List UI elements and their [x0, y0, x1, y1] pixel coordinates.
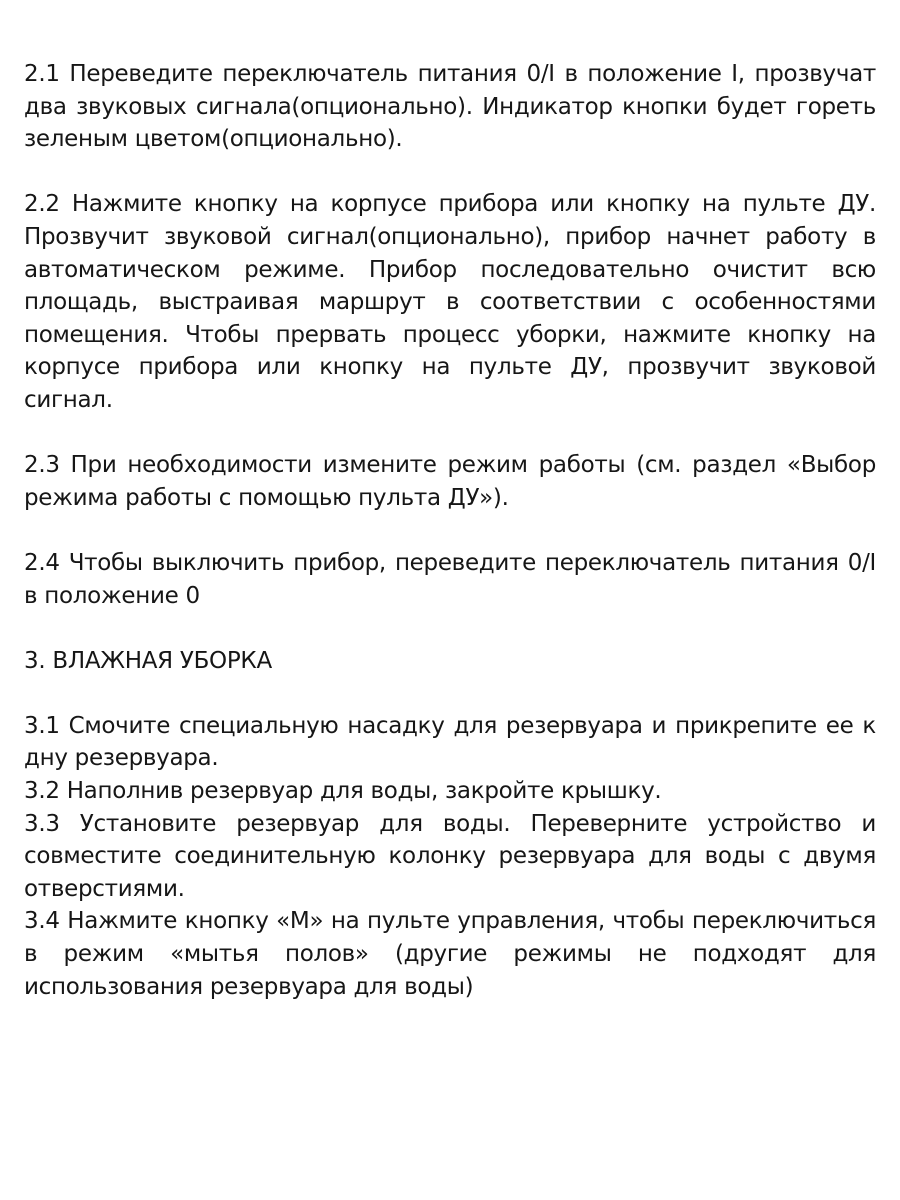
- spacer: [24, 156, 876, 189]
- paragraph-3-1: 3.1 Смочите специальную насадку для резервуара и прикрепите ее к дну резервуара.: [24, 712, 876, 772]
- spacer: [24, 612, 876, 645]
- paragraph-3-3: 3.3 Установите резервуар для воды. Переверните устройство и совместите соединительную колонку резервуара для воды с двумя отверстиями.: [24, 810, 876, 902]
- paragraph-2-2: 2.2 Нажмите кнопку на корпусе прибора или кнопку на пульте ДУ. Прозвучит звуковой сигнал(опционально), прибор начнет работу в автоматическом режиме. Прибор последовательно очистит всю площадь, выстраивая маршрут в соответствии с особенностями помещения. Чтобы прервать процесс уборки, нажмите кнопку на корпусе прибора или кнопку на пульте ДУ, прозвучит звуковой сигнал.: [24, 191, 876, 413]
- document-page: [24, 58, 876, 1003]
- section-heading-3: 3. ВЛАЖНАЯ УБОРКА: [24, 647, 272, 674]
- paragraph-3-2: 3.2 Наполнив резервуар для воды, закройте крышку.: [24, 778, 662, 805]
- paragraph-2-4: 2.4 Чтобы выключить прибор, переведите переключатель питания 0/I в положение 0: [24, 549, 876, 609]
- spacer: [24, 514, 876, 547]
- paragraph-3-4: 3.4 Нажмите кнопку «М» на пульте управления, чтобы переключиться в режим «мытья полов» (другие режимы не подходят для использования резервуара для воды): [24, 908, 876, 1000]
- spacer: [24, 677, 876, 710]
- spacer: [24, 417, 876, 450]
- paragraph-2-1: 2.1 Переведите переключатель питания 0/I в положение I, прозвучат два звуковых сигнала(опционально). Индикатор кнопки будет гореть зеленым цветом(опционально).: [24, 61, 876, 153]
- paragraph-2-3: 2.3 При необходимости измените режим работы (см. раздел «Выбор режима работы с помощью пульта ДУ»).: [24, 452, 876, 511]
